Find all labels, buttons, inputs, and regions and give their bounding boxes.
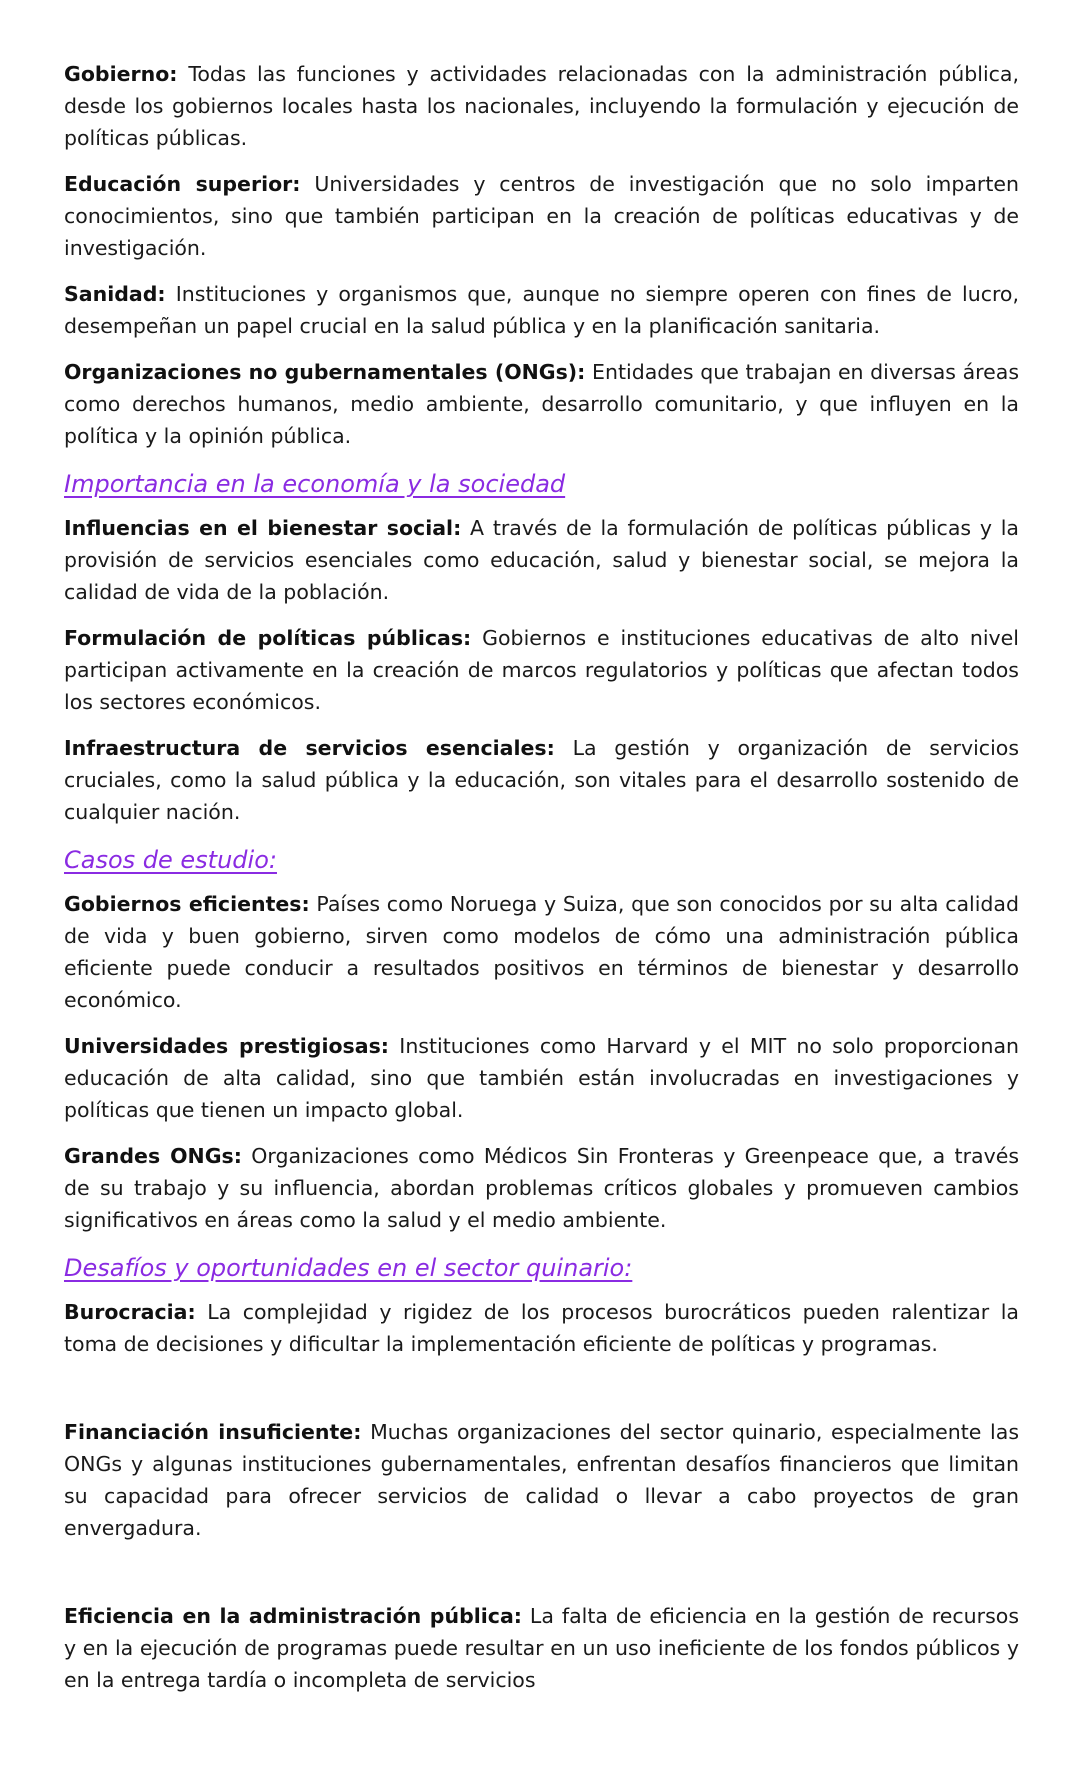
text-sanidad: Instituciones y organismos que, aunque no siempre operen con fines de lucro, desempeñan un papel crucial en la salud pública y en la planificación sanitaria. [64,282,1019,338]
paragraph-educacion-superior [64,168,1019,264]
section-heading-desafios: Desafíos y oportunidades en el sector quinario: [64,1254,633,1282]
paragraph-grandes-ongs [64,1140,1019,1236]
text-gobierno: Todas las funciones y actividades relacionadas con la administración pública, desde los gobiernos locales hasta los nacionales, incluyendo la formulación y ejecución de políticas públicas. [64,62,1019,150]
paragraph-ongs [64,356,1019,452]
text-bienestar-social: A través de la formulación de políticas públicas y la provisión de servicios esenciales como educación, salud y bienestar social, se mejora la calidad de vida de la población. [64,516,1019,604]
paragraph-burocracia [64,1296,1019,1360]
text-ongs: Entidades que trabajan en diversas áreas como derechos humanos, medio ambiente, desarrollo comunitario, y que influyen en la política y la opinión pública. [64,360,1020,448]
term-gobiernos-eficientes: Gobiernos eficientes: [64,892,310,916]
paragraph-bienestar-social [64,512,1019,608]
term-politicas-publicas: Formulación de políticas públicas: [64,626,472,650]
text-burocracia: La complejidad y rigidez de los procesos burocráticos pueden ralentizar la toma de decisiones y dificultar la implementación eficiente de políticas y programas. [64,1300,1019,1356]
text-eficiencia: La falta de eficiencia en la gestión de recursos y en la ejecución de programas puede resultar en un uso ineficiente de los fondos públicos y en la entrega tardía o incompleta de servicios [64,1604,1019,1692]
text-universidades: Instituciones como Harvard y el MIT no solo proporcionan educación de alta calidad, sino que también están involucradas en investigaciones y políticas que tienen un impacto global. [64,1034,1020,1122]
text-politicas-publicas: Gobiernos e instituciones educativas de alto nivel participan activamente en la creación de marcos regulatorios y políticas que afectan todos los sectores económicos. [64,626,1019,714]
paragraph-universidades [64,1030,1019,1126]
paragraph-politicas-publicas [64,622,1019,718]
term-sanidad: Sanidad: [64,282,166,306]
term-burocracia: Burocracia: [64,1300,196,1324]
section-heading-casos: Casos de estudio: [64,846,277,874]
term-financiacion: Financiación insuficiente: [64,1420,362,1444]
text-gobiernos-eficientes: Países como Noruega y Suiza, que son conocidos por su alta calidad de vida y buen gobierno, sirven como modelos de cómo una administración pública eficiente puede conducir a resultados positivos en términos de bienestar y desarrollo económico. [64,892,1019,1012]
term-grandes-ongs: Grandes ONGs: [64,1144,242,1168]
term-gobierno: Gobierno: [64,62,178,86]
paragraph-infraestructura [64,732,1019,828]
term-infraestructura: Infraestructura de servicios esenciales: [64,736,555,760]
text-infraestructura: La gestión y organización de servicios cruciales, como la salud pública y la educación, son vitales para el desarrollo sostenido de cualquier nación. [64,736,1019,824]
term-bienestar-social: Influencias en el bienestar social: [64,516,462,540]
text-financiacion: Muchas organizaciones del sector quinario, especialmente las ONGs y algunas instituciones gubernamentales, enfrentan desafíos financieros que limitan su capacidad para ofrecer servicios de calidad o llevar a cabo proyectos de gran envergadura. [64,1420,1019,1540]
paragraph-gobiernos-eficientes [64,888,1019,1016]
term-ongs: Organizaciones no gubernamentales (ONGs): [64,360,586,384]
term-universidades: Universidades prestigiosas: [64,1034,389,1058]
paragraph-gobierno [64,58,1019,154]
term-educacion-superior: Educación superior: [64,172,301,196]
paragraph-eficiencia [64,1600,1019,1696]
section-heading-importancia: Importancia en la economía y la sociedad [64,470,566,498]
text-educacion-superior: Universidades y centros de investigación que no solo imparten conocimientos, sino que también participan en la creación de políticas educativas y de investigación. [64,172,1019,260]
document-page [64,58,1019,1710]
term-eficiencia: Eficiencia en la administración pública: [64,1604,522,1628]
paragraph-sanidad [64,278,1019,342]
paragraph-financiacion [64,1416,1019,1544]
text-grandes-ongs: Organizaciones como Médicos Sin Fronteras y Greenpeace que, a través de su trabajo y su influencia, abordan problemas críticos globales y promueven cambios significativos en áreas como la salud y el medio ambiente. [64,1144,1020,1232]
